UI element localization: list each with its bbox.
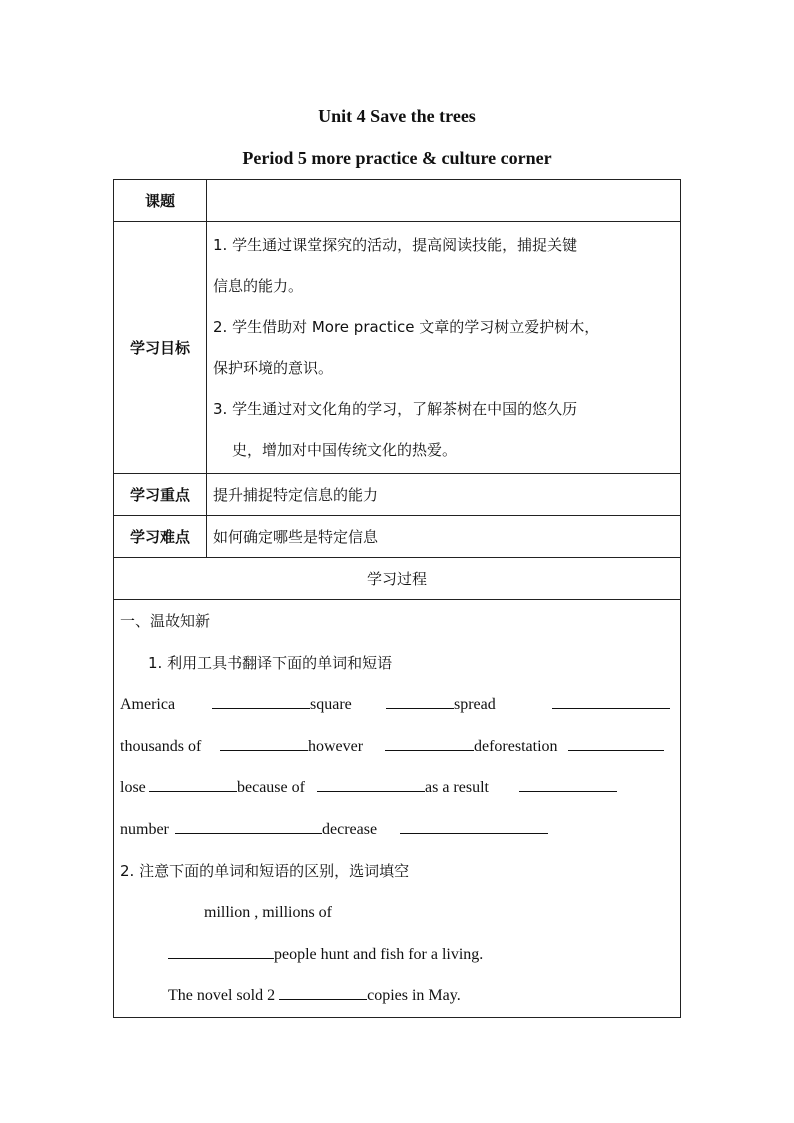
vocab-line-1 xyxy=(120,684,674,726)
key-point-label: 学习重点 xyxy=(114,474,207,516)
difficulty-row xyxy=(114,516,681,558)
word: because of xyxy=(237,779,305,797)
word: America xyxy=(120,696,176,714)
objective-line: 3. 学生通过对文化角的学习，了解茶树在中国的悠久历 xyxy=(213,399,578,418)
word: as a result xyxy=(425,779,489,797)
key-point-value: 提升捕捉特定信息的能力 xyxy=(207,474,681,516)
process-header: 学习过程 xyxy=(114,558,681,600)
answer-blank[interactable] xyxy=(519,790,617,792)
answer-blank[interactable] xyxy=(279,998,367,1000)
objective-line: 史，增加对中国传统文化的热爱。 xyxy=(232,440,458,459)
topic-value xyxy=(207,180,681,222)
objective-line: 信息的能力。 xyxy=(213,276,304,295)
word: spread xyxy=(454,696,496,714)
answer-blank[interactable] xyxy=(220,749,308,751)
answer-blank[interactable] xyxy=(168,957,274,959)
objective-line: 保护环境的意识。 xyxy=(213,358,334,377)
sentence-2 xyxy=(120,975,674,1017)
objectives-row xyxy=(114,222,681,474)
answer-blank[interactable] xyxy=(175,832,322,834)
answer-blank[interactable] xyxy=(552,707,670,709)
process-cell xyxy=(114,600,681,1018)
vocab-line-4 xyxy=(120,809,674,851)
objectives-label: 学习目标 xyxy=(114,222,207,474)
key-point-row xyxy=(114,474,681,516)
word: decrease xyxy=(322,820,378,838)
answer-blank[interactable] xyxy=(385,749,474,751)
objectives-cell xyxy=(207,222,681,474)
difficulty-label: 学习难点 xyxy=(114,516,207,558)
objective-line: 1. 学生通过课堂探究的活动，提高阅读技能，捕捉关键 xyxy=(213,235,578,254)
topic-label: 课题 xyxy=(114,180,207,222)
task-1-instruction: 1. 利用工具书翻译下面的单词和短语 xyxy=(148,653,393,672)
word-choices: million , millions of xyxy=(204,904,333,922)
vocab-line-2 xyxy=(120,726,674,768)
page-subtitle: Period 5 more practice & culture corner xyxy=(242,148,552,168)
vocab-line-3 xyxy=(120,767,674,809)
process-header-row xyxy=(114,558,681,600)
objective-line: 2. 学生借助对 More practice 文章的学习树立爱护树木， xyxy=(213,317,600,336)
sentence-text: people hunt and fish for a living. xyxy=(274,945,484,963)
answer-blank[interactable] xyxy=(568,749,664,751)
word: however xyxy=(308,737,364,755)
section-heading: 一、温故知新 xyxy=(120,612,211,630)
word: thousands of xyxy=(120,737,202,755)
sentence-text: The novel sold 2 xyxy=(168,987,280,1005)
sentence-1 xyxy=(120,934,674,976)
task-2-instruction: 2. 注意下面的单词和短语的区别，选词填空 xyxy=(120,861,410,880)
answer-blank[interactable] xyxy=(400,832,548,834)
answer-blank[interactable] xyxy=(386,707,454,709)
lesson-table xyxy=(113,179,681,1018)
difficulty-value: 如何确定哪些是特定信息 xyxy=(207,516,681,558)
answer-blank[interactable] xyxy=(212,707,310,709)
answer-blank[interactable] xyxy=(149,790,237,792)
process-row xyxy=(114,600,681,1018)
word: deforestation xyxy=(474,737,558,755)
topic-row xyxy=(114,180,681,222)
word: lose xyxy=(120,779,146,797)
word: number xyxy=(120,820,169,838)
sentence-text: copies in May. xyxy=(367,987,461,1005)
answer-blank[interactable] xyxy=(317,790,425,792)
page-title: Unit 4 Save the trees xyxy=(318,106,476,126)
word: square xyxy=(310,696,352,714)
